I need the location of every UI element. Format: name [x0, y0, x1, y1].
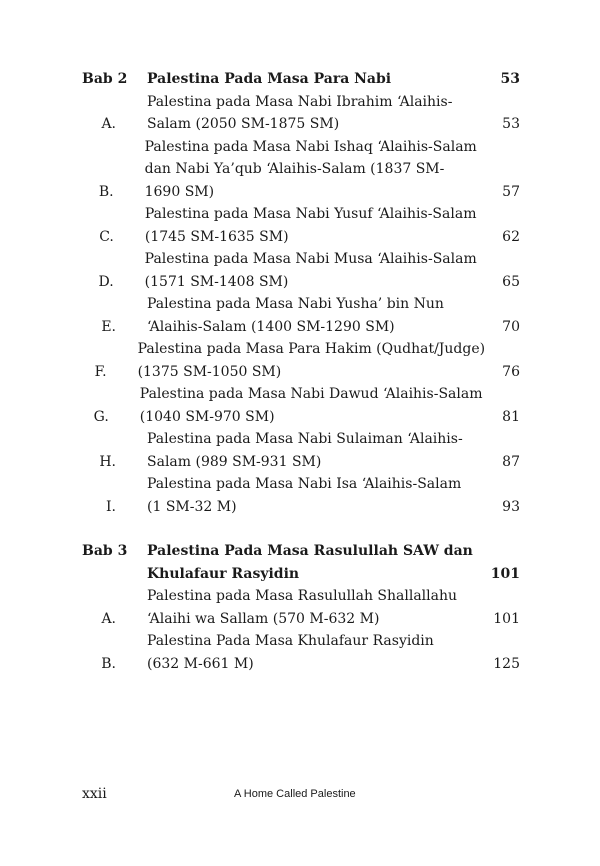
table-of-contents — [82, 68, 520, 697]
toc-entry[interactable] — [82, 630, 520, 675]
chapter-label: Bab 2 — [82, 71, 128, 87]
chapter-heading[interactable] — [82, 540, 520, 585]
chapter-bab-3 — [82, 540, 520, 675]
toc-entry[interactable] — [82, 473, 520, 518]
chapter-heading[interactable] — [82, 68, 520, 91]
entry-page: 65 — [502, 273, 520, 290]
entry-letter: F. — [94, 363, 107, 380]
entry-page: 70 — [502, 318, 520, 335]
entry-letter: D. — [98, 273, 114, 290]
entry-page: 87 — [502, 453, 520, 470]
entry-letter: B. — [98, 183, 114, 200]
toc-entry[interactable] — [82, 428, 520, 473]
chapter-page: 101 — [490, 565, 520, 582]
toc-entry[interactable] — [82, 203, 520, 248]
entry-title: Palestina pada Masa Nabi Sulaiman ‘Alaihis- Salam (989 SM-931 SM) — [147, 431, 463, 470]
entry-letter: E. — [101, 318, 116, 335]
entry-title: Palestina pada Masa Para Hakim (Qudhat/Judge) (1375 SM-1050 SM) — [137, 341, 486, 380]
chapter-label: Bab 3 — [82, 543, 128, 559]
entry-letter: B. — [101, 655, 116, 672]
entry-page: 93 — [502, 498, 520, 515]
entry-title: Palestina Pada Masa Khulafaur Rasyidin (632 M-661 M) — [147, 633, 434, 672]
chapter-title: Palestina Pada Masa Para Nabi — [147, 71, 392, 87]
entry-page: 81 — [502, 408, 520, 425]
entry-page: 101 — [493, 610, 520, 627]
toc-entry[interactable] — [82, 585, 520, 630]
entry-title: Palestina pada Masa Nabi Isa ‘Alaihis-Salam (1 SM-32 M) — [147, 476, 462, 515]
toc-entry[interactable] — [82, 338, 520, 383]
entry-title: Palestina pada Masa Nabi Yusuf ‘Alaihis-Salam (1745 SM-1635 SM) — [144, 206, 477, 245]
toc-entry[interactable] — [82, 248, 520, 293]
entry-letter: C. — [99, 228, 114, 245]
chapter-bab-2 — [82, 68, 520, 518]
chapter-title: Palestina Pada Masa Rasulullah SAW dan Khulafaur Rasyidin — [147, 543, 473, 582]
entry-title: Palestina pada Masa Rasulullah Shallallahu ‘Alaihi wa Sallam (570 M-632 M) — [147, 588, 457, 627]
entry-letter: H. — [99, 453, 116, 470]
toc-entry[interactable] — [82, 293, 520, 338]
toc-entry[interactable] — [82, 383, 520, 428]
entry-page: 76 — [502, 363, 520, 380]
entry-title: Palestina pada Masa Nabi Ishaq ‘Alaihis-Salam dan Nabi Ya’qub ‘Alaihis-Salam (1837 SM- 1690 SM) — [144, 138, 477, 200]
entry-letter: A. — [101, 116, 116, 132]
entry-title: Palestina pada Masa Nabi Ibrahim ‘Alaihis- Salam (2050 SM-1875 SM) — [147, 93, 453, 132]
entry-letter: I. — [106, 498, 116, 515]
entry-page: 62 — [502, 228, 520, 245]
footer-book-title: A Home Called Palestine — [234, 788, 356, 800]
entry-title: Palestina pada Masa Nabi Dawud ‘Alaihis-Salam (1040 SM-970 SM) — [139, 386, 483, 425]
entry-page: 125 — [493, 655, 520, 672]
entry-letter: A. — [101, 610, 116, 627]
toc-entry[interactable] — [82, 91, 520, 136]
entry-title: Palestina pada Masa Nabi Yusha’ bin Nun ‘Alaihis-Salam (1400 SM-1290 SM) — [147, 296, 444, 335]
chapter-page: 53 — [500, 71, 520, 87]
entry-letter: G. — [93, 408, 109, 425]
entry-title: Palestina pada Masa Nabi Musa ‘Alaihis-Salam (1571 SM-1408 SM) — [144, 251, 477, 290]
entry-page: 57 — [502, 183, 520, 200]
toc-entry[interactable] — [82, 136, 520, 204]
footer-page-number: xxii — [82, 786, 107, 802]
entry-page: 53 — [502, 116, 520, 132]
